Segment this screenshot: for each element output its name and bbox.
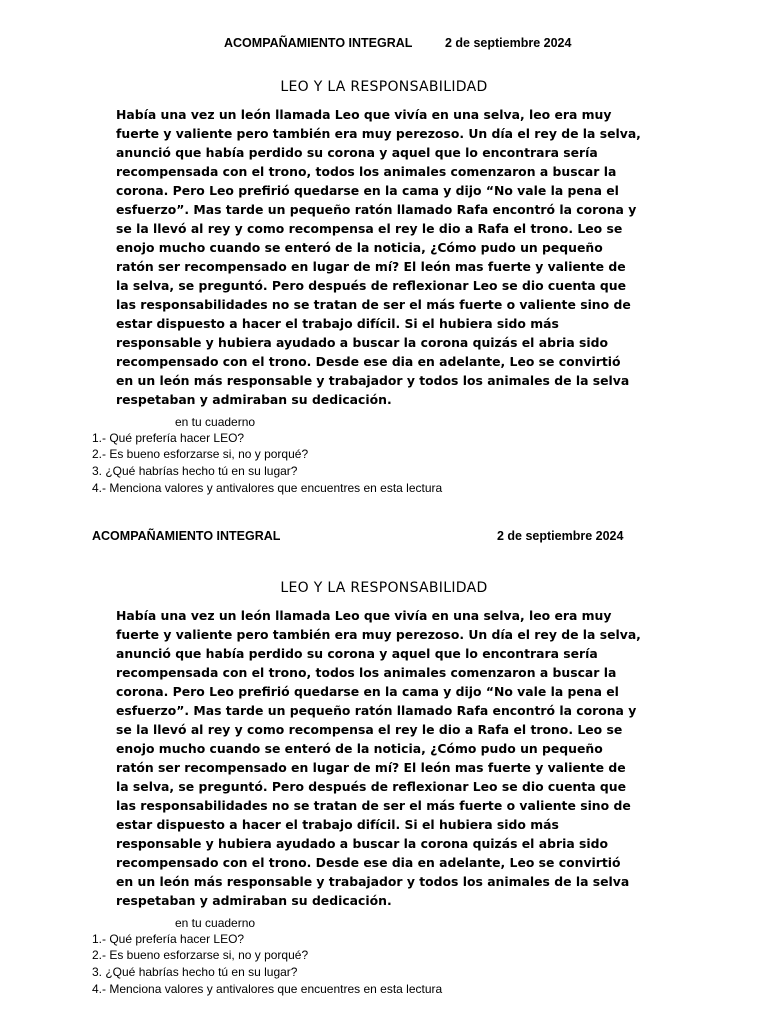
- story-line: ratón ser recompensado en lugar de mí? El león mas fuerte y valiente de: [116, 259, 626, 274]
- story-line: esfuerzo”. Mas tarde un pequeño ratón llamado Rafa encontró la corona y: [116, 703, 637, 718]
- story-line: estar dispuesto a hacer el trabajo difícil. Si el hubiera sido más: [116, 316, 559, 331]
- story-line: Había una vez un león llamada Leo que vivía en una selva, leo era muy: [116, 608, 612, 623]
- story-line: fuerte y valiente pero también era muy perezoso. Un día el rey de la selva,: [116, 627, 641, 642]
- story-line: se la llevó al rey y como recompensa el rey le dio a Rafa el trono. Leo se: [116, 221, 623, 236]
- story-title: LEO Y LA RESPONSABILIDAD: [280, 580, 488, 596]
- question-item: 1.- Qué prefería hacer LEO?: [92, 932, 245, 946]
- story-line: responsable y hubiera ayudado a buscar la corona quizás el abria sido: [116, 836, 609, 851]
- story-line: en un león más responsable y trabajador y todos los animales de la selva: [116, 874, 630, 889]
- story-line: la selva, se preguntó. Pero después de reflexionar Leo se dio cuenta que: [116, 278, 626, 293]
- question-item: 1.- Qué prefería hacer LEO?: [92, 431, 245, 445]
- story-line: recompensado con el trono. Desde ese dia en adelante, Leo se convirtió: [116, 855, 621, 870]
- header-program: ACOMPAÑAMIENTO INTEGRAL: [224, 36, 413, 50]
- question-item: 2.- Es bueno esforzarse si, no y porqué?: [92, 948, 309, 962]
- story-line: la selva, se preguntó. Pero después de reflexionar Leo se dio cuenta que: [116, 779, 626, 794]
- question-item: 3. ¿Qué habrías hecho tú en su lugar?: [92, 965, 298, 979]
- story-line: corona. Pero Leo prefirió quedarse en la cama y dijo “No vale la pena el: [116, 684, 619, 699]
- question-item: 4.- Menciona valores y antivalores que encuentres en esta lectura: [92, 481, 443, 495]
- story-line: enojo mucho cuando se enteró de la noticia, ¿Cómo pudo un pequeño: [116, 240, 603, 255]
- story-line: ratón ser recompensado en lugar de mí? El león mas fuerte y valiente de: [116, 760, 626, 775]
- story-line: anunció que había perdido su corona y aquel que lo encontrara sería: [116, 145, 598, 160]
- story-title: LEO Y LA RESPONSABILIDAD: [280, 79, 488, 95]
- header-date: 2 de septiembre 2024: [497, 529, 624, 543]
- story-line: anunció que había perdido su corona y aquel que lo encontrara sería: [116, 646, 598, 661]
- story-line: estar dispuesto a hacer el trabajo difícil. Si el hubiera sido más: [116, 817, 559, 832]
- story-line: recompensada con el trono, todos los animales comenzaron a buscar la: [116, 665, 617, 680]
- story-line: esfuerzo”. Mas tarde un pequeño ratón llamado Rafa encontró la corona y: [116, 202, 637, 217]
- story-line: respetaban y admiraban su dedicación.: [116, 392, 392, 407]
- instructions: en tu cuaderno: [175, 916, 256, 930]
- story-line: recompensada con el trono, todos los animales comenzaron a buscar la: [116, 164, 617, 179]
- story-line: las responsabilidades no se tratan de ser el más fuerte o valiente sino de: [116, 297, 631, 312]
- story-line: corona. Pero Leo prefirió quedarse en la cama y dijo “No vale la pena el: [116, 183, 619, 198]
- header-date: 2 de septiembre 2024: [445, 36, 572, 50]
- header-program: ACOMPAÑAMIENTO INTEGRAL: [92, 529, 281, 543]
- story-line: enojo mucho cuando se enteró de la noticia, ¿Cómo pudo un pequeño: [116, 741, 603, 756]
- question-item: 4.- Menciona valores y antivalores que encuentres en esta lectura: [92, 982, 443, 996]
- instructions: en tu cuaderno: [175, 415, 256, 429]
- question-item: 2.- Es bueno esforzarse si, no y porqué?: [92, 447, 309, 461]
- story-line: las responsabilidades no se tratan de ser el más fuerte o valiente sino de: [116, 798, 631, 813]
- question-item: 3. ¿Qué habrías hecho tú en su lugar?: [92, 464, 298, 478]
- story-line: responsable y hubiera ayudado a buscar la corona quizás el abria sido: [116, 335, 609, 350]
- story-line: se la llevó al rey y como recompensa el rey le dio a Rafa el trono. Leo se: [116, 722, 623, 737]
- story-line: recompensado con el trono. Desde ese dia en adelante, Leo se convirtió: [116, 354, 621, 369]
- story-line: respetaban y admiraban su dedicación.: [116, 893, 392, 908]
- story-line: Había una vez un león llamada Leo que vivía en una selva, leo era muy: [116, 107, 612, 122]
- story-line: fuerte y valiente pero también era muy perezoso. Un día el rey de la selva,: [116, 126, 641, 141]
- story-line: en un león más responsable y trabajador y todos los animales de la selva: [116, 373, 630, 388]
